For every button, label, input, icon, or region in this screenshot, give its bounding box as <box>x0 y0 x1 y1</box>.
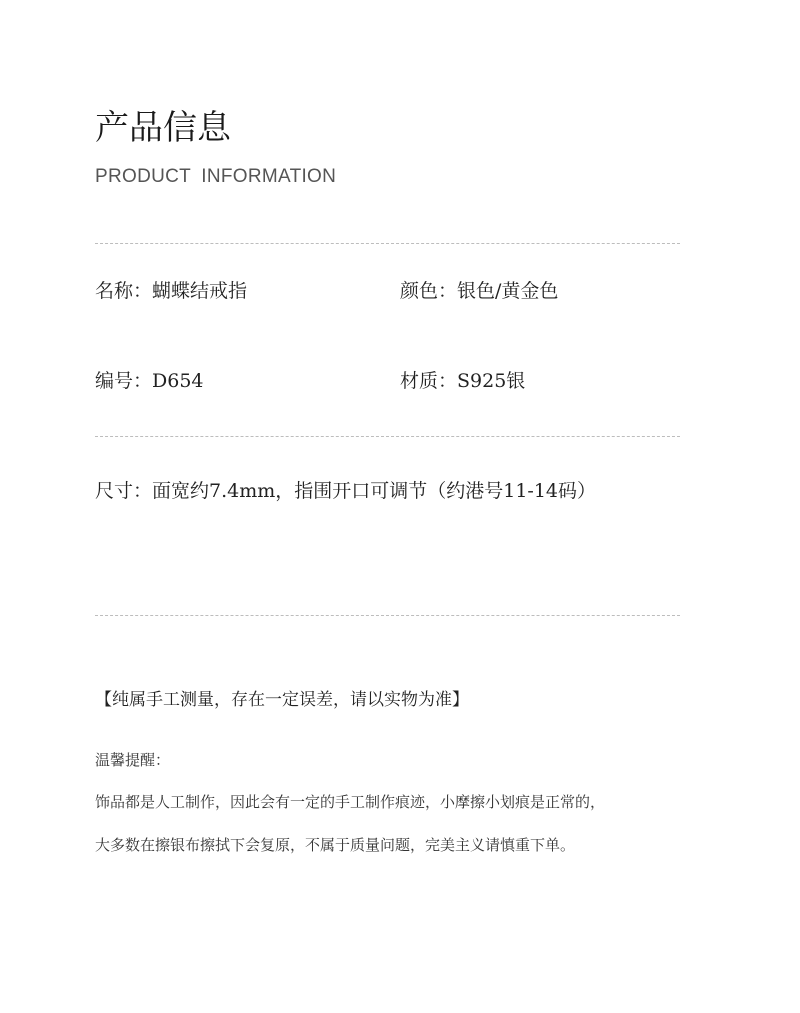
divider-middle <box>95 436 680 437</box>
product-code: 编号：D654 <box>95 370 204 392</box>
product-size: 尺寸：面宽约7.4mm，指围开口可调节（约港号11-14码） <box>95 480 597 502</box>
tips-title: 温馨提醒： <box>95 751 171 769</box>
measurement-notice: 【纯属手工测量，存在一定误差，请以实物为准】 <box>95 690 469 710</box>
product-name: 名称：蝴蝶结戒指 <box>95 280 248 302</box>
tips-line: 大多数在擦银布擦拭下会复原，不属于质量问题，完美主义请慎重下单。 <box>95 836 576 854</box>
product-material: 材质：S925银 <box>400 370 526 392</box>
product-color: 颜色：银色/黄金色 <box>400 280 559 302</box>
divider-top <box>95 243 680 244</box>
page-title: 产品信息 <box>95 108 231 148</box>
divider-bottom <box>95 615 680 616</box>
tips-line: 饰品都是人工制作，因此会有一定的手工制作痕迹，小摩擦小划痕是正常的， <box>95 793 606 811</box>
page-subtitle: PRODUCT INFORMATION <box>95 166 337 187</box>
